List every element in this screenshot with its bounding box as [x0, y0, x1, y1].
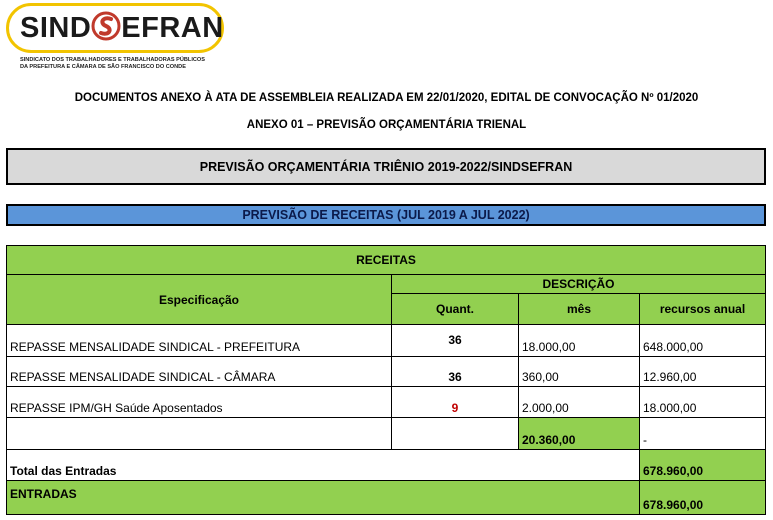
spec-header: Especificação	[6, 274, 392, 325]
col-header-mes: mês	[518, 293, 640, 325]
col-header-quant: Quant.	[391, 293, 519, 325]
budget-banner	[6, 148, 766, 185]
table-row-quant: 36	[391, 356, 519, 387]
logo-wordmark: SIND EFRAN	[20, 12, 224, 44]
table-row-spec: REPASSE MENSALIDADE SINDICAL - CÂMARA	[6, 356, 392, 387]
budget-banner-text: PREVISÃO ORÇAMENTÁRIA TRIÊNIO 2019-2022/SINDSEFRAN	[199, 159, 573, 174]
logo-subtitle-line2: DA PREFEITURA E CÂMARA DE SÃO FRANCISCO DO CONDE	[20, 64, 186, 70]
subtotal-empty-spec	[6, 417, 392, 450]
sindsefran-logo	[6, 3, 226, 75]
logo-subtitle	[20, 57, 230, 71]
table-title: RECEITAS	[6, 245, 766, 275]
logo-subtitle-line1: SINDICATO DOS TRABALHADORES E TRABALHADORAS PÚBLICOS	[20, 57, 206, 63]
description-header: DESCRIÇÃO	[391, 274, 766, 294]
revenue-banner-text: PREVISÃO DE RECEITAS (JUL 2019 A JUL 2022)	[242, 208, 530, 222]
table-row-anual: 18.000,00	[639, 386, 766, 418]
entradas-label: ENTRADAS	[6, 480, 640, 515]
table-row-quant: 36	[391, 324, 519, 357]
logo-s-mark-icon	[91, 11, 121, 41]
table-row-anual: 12.960,00	[639, 356, 766, 387]
table-row-mes: 18.000,00	[518, 324, 640, 357]
revenue-banner	[6, 204, 766, 226]
subtotal-anual: -	[639, 417, 766, 450]
entradas-value: 678.960,00	[639, 480, 766, 515]
document-header: DOCUMENTOS ANEXO À ATA DE ASSEMBLEIA REALIZADA EM 22/01/2020, EDITAL DE CONVOCAÇÃO Nº 01/2020	[74, 92, 699, 104]
subtotal-mes: 20.360,00	[518, 417, 640, 450]
table-row-anual: 648.000,00	[639, 324, 766, 357]
table-row-spec: REPASSE MENSALIDADE SINDICAL - PREFEITURA	[6, 324, 392, 357]
subtotal-empty-quant	[391, 417, 519, 450]
table-row-quant: 9	[391, 386, 519, 418]
total-label: Total das Entradas	[6, 449, 640, 481]
total-value: 678.960,00	[639, 449, 766, 481]
annex-title: ANEXO 01 – PREVISÃO ORÇAMENTÁRIA TRIENAL	[246, 119, 527, 131]
table-row-mes: 2.000,00	[518, 386, 640, 418]
revenue-table	[6, 245, 766, 515]
table-row-spec: REPASSE IPM/GH Saúde Aposentados	[6, 386, 392, 418]
col-header-anual: recursos anual	[639, 293, 766, 325]
table-row-mes: 360,00	[518, 356, 640, 387]
